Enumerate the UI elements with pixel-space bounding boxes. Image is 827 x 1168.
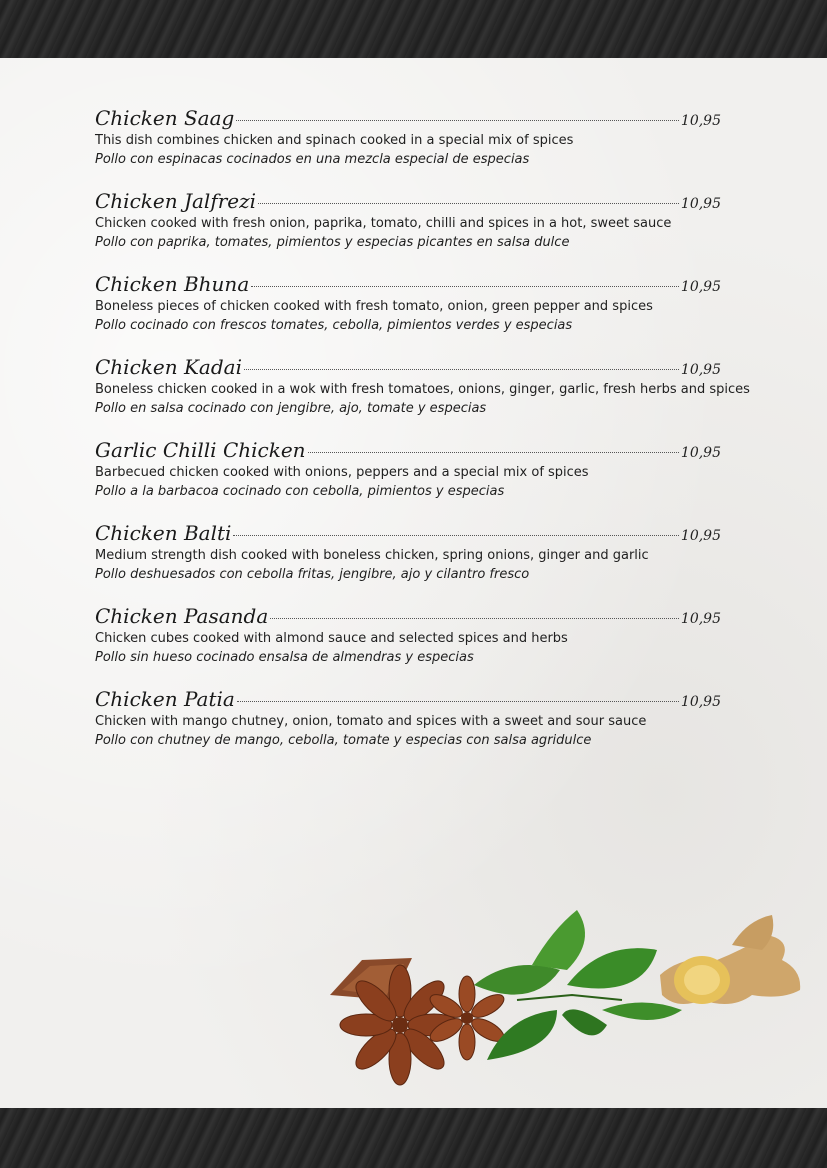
menu-item — [95, 687, 755, 770]
dish-description-es: Pollo con chutney de mango, cebolla, tomate y especias con salsa agridulce — [95, 733, 592, 748]
dot-leader — [236, 120, 679, 121]
dot-leader — [251, 286, 679, 287]
dot-leader — [270, 618, 679, 619]
dish-price: 10,95 — [680, 528, 721, 544]
menu-item — [95, 106, 755, 189]
slate-bottom-border — [0, 1108, 827, 1168]
dish-name: Chicken Kadai — [95, 355, 242, 379]
dot-leader — [258, 203, 679, 204]
spices-illustration — [322, 900, 807, 1090]
dish-description-en: Boneless chicken cooked in a wok with fresh tomatoes, onions, ginger, garlic, fresh herbs and spices — [95, 382, 750, 397]
menu-item — [95, 355, 755, 438]
slate-top-border — [0, 0, 827, 58]
dish-name: Chicken Saag — [95, 106, 235, 130]
dish-description-es: Pollo en salsa cocinado con jengibre, ajo, tomate y especias — [95, 401, 487, 416]
ginger-root-icon — [660, 915, 800, 1004]
menu-item — [95, 438, 755, 521]
menu-item-row — [95, 438, 721, 462]
dot-leader — [244, 369, 679, 370]
dish-description-es: Pollo cocinado con frescos tomates, cebolla, pimientos verdes y especias — [95, 318, 573, 333]
dish-description-es: Pollo sin hueso cocinado ensalsa de almendras y especias — [95, 650, 474, 665]
menu-item-row — [95, 272, 721, 296]
menu-item-row — [95, 355, 721, 379]
dish-name: Chicken Pasanda — [95, 604, 269, 628]
menu-list — [95, 106, 755, 770]
dish-description-es: Pollo deshuesados con cebolla fritas, jengibre, ajo y cilantro fresco — [95, 567, 530, 582]
dish-price: 10,95 — [680, 362, 721, 378]
dot-leader — [237, 701, 679, 702]
dish-description-en: Medium strength dish cooked with boneless chicken, spring onions, ginger and garlic — [95, 548, 649, 563]
dish-name: Chicken Jalfrezi — [95, 189, 257, 213]
dish-description-es: Pollo con paprika, tomates, pimientos y especias picantes en salsa dulce — [95, 235, 570, 250]
basil-leaves-icon — [474, 910, 682, 1060]
dish-price: 10,95 — [680, 196, 721, 212]
dot-leader — [233, 535, 678, 536]
dish-price: 10,95 — [680, 113, 721, 129]
dish-name: Chicken Bhuna — [95, 272, 250, 296]
dot-leader — [308, 452, 679, 453]
menu-item — [95, 189, 755, 272]
dish-description-es: Pollo a la barbacoa cocinado con cebolla, pimientos y especias — [95, 484, 505, 499]
dish-description-en: This dish combines chicken and spinach cooked in a special mix of spices — [95, 133, 574, 148]
menu-item-row — [95, 687, 721, 711]
dish-price: 10,95 — [680, 694, 721, 710]
dish-name: Chicken Balti — [95, 521, 232, 545]
dish-name: Garlic Chilli Chicken — [95, 438, 306, 462]
dish-price: 10,95 — [680, 445, 721, 461]
menu-item — [95, 272, 755, 355]
dish-price: 10,95 — [680, 611, 721, 627]
menu-item — [95, 604, 755, 687]
dish-description-en: Chicken with mango chutney, onion, tomato and spices with a sweet and sour sauce — [95, 714, 647, 729]
menu-item-row — [95, 189, 721, 213]
menu-item — [95, 521, 755, 604]
dish-description-en: Chicken cubes cooked with almond sauce and selected spices and herbs — [95, 631, 568, 646]
dish-description-en: Chicken cooked with fresh onion, paprika, tomato, chilli and spices in a hot, sweet sauce — [95, 216, 672, 231]
dish-price: 10,95 — [680, 279, 721, 295]
dish-name: Chicken Patia — [95, 687, 235, 711]
dish-description-en: Boneless pieces of chicken cooked with fresh tomato, onion, green pepper and spices — [95, 299, 653, 314]
dish-description-en: Barbecued chicken cooked with onions, peppers and a special mix of spices — [95, 465, 589, 480]
menu-item-row — [95, 604, 721, 628]
menu-item-row — [95, 106, 721, 130]
dish-description-es: Pollo con espinacas cocinados en una mezcla especial de especias — [95, 152, 530, 167]
menu-item-row — [95, 521, 721, 545]
